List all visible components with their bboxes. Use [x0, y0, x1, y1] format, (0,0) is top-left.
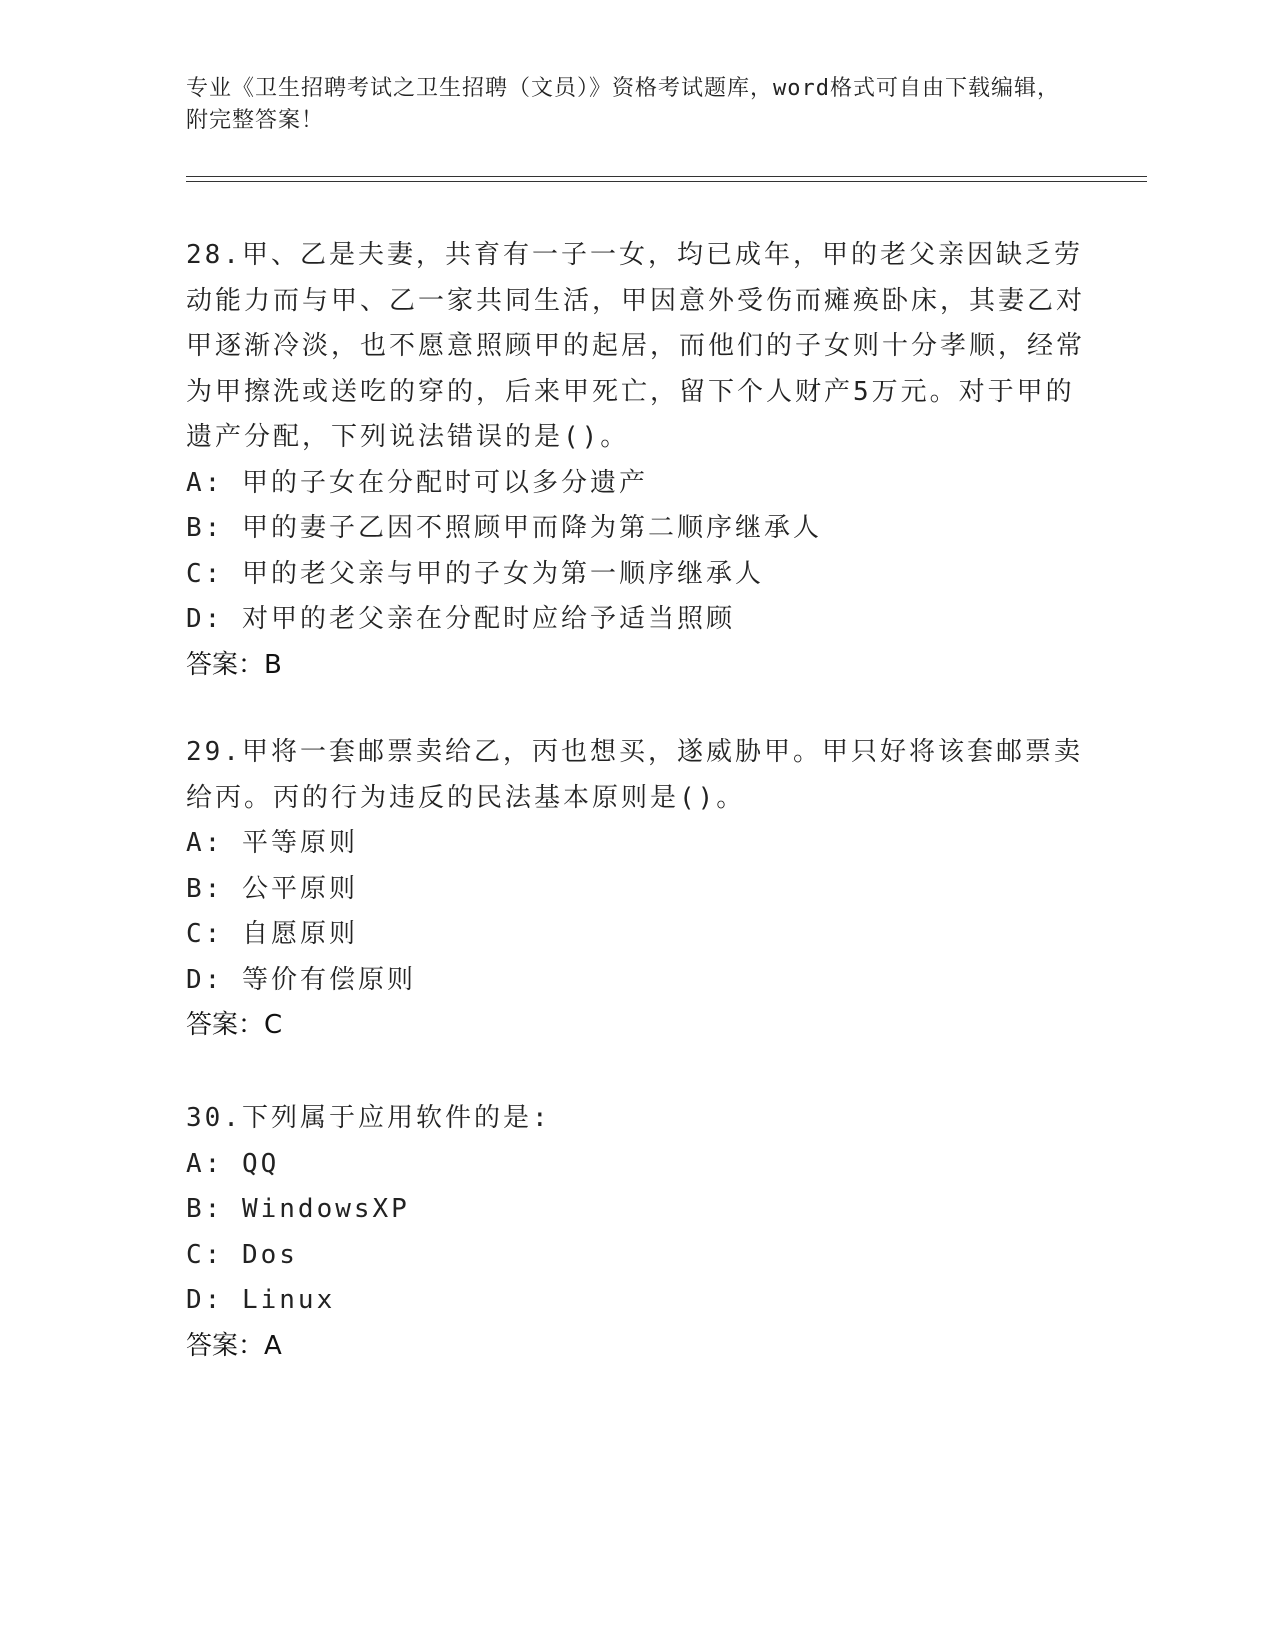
option-c: C: 甲的老父亲与甲的子女为第一顺序继承人: [186, 558, 764, 589]
question-28: [186, 233, 1086, 688]
option-d: D: 对甲的老父亲在分配时应给予适当照顾: [186, 604, 735, 634]
header-divider-bottom: [186, 181, 1147, 182]
document-header: 专业《卫生招聘考试之卫生招聘（文员）》资格考试题库，word格式可自由下载编辑，附完整答案！: [186, 76, 1060, 133]
answer-line: 答案：C: [186, 1010, 283, 1040]
option-c: C: 自愿原则: [186, 919, 358, 949]
question-stem: 30.下列属于应用软件的是:: [186, 1103, 551, 1133]
option-c: C: Dos: [186, 1239, 298, 1270]
option-a: A: QQ: [186, 1148, 280, 1179]
question-stem: 29.甲将一套邮票卖给乙，丙也想买，遂威胁甲。甲只好将该套邮票卖给丙。丙的行为违反的民法基本原则是()。: [186, 737, 1083, 813]
question-30: [186, 1096, 1086, 1369]
option-a: A: 平等原则: [186, 828, 358, 858]
option-a: A: 甲的子女在分配时可以多分遗产: [186, 467, 648, 498]
header-divider-top: [186, 176, 1147, 177]
question-29: [186, 730, 1086, 1049]
question-stem: 28.甲、乙是夫妻，共育有一子一女，均已成年，甲的老父亲因缺乏劳动能力而与甲、乙一家共同生活，甲因意外受伤而瘫痪卧床，其妻乙对甲逐渐冷淡，也不愿意照顾甲的起居，而他们的子女则十分孝顺，经常为甲擦洗或送吃的穿的，后来甲死亡，留下个人财产5万元。对于甲的遗产分配，下列说法错误的是()。: [186, 240, 1086, 452]
answer-line: 答案：A: [186, 1330, 282, 1361]
option-b: B: 公平原则: [186, 873, 358, 904]
option-d: D: Linux: [186, 1285, 336, 1315]
option-b: B: 甲的妻子乙因不照顾甲而降为第二顺序继承人: [186, 513, 822, 543]
option-b: B: WindowsXP: [186, 1194, 410, 1224]
option-d: D: 等价有偿原则: [186, 964, 416, 995]
answer-line: 答案：B: [186, 649, 282, 680]
